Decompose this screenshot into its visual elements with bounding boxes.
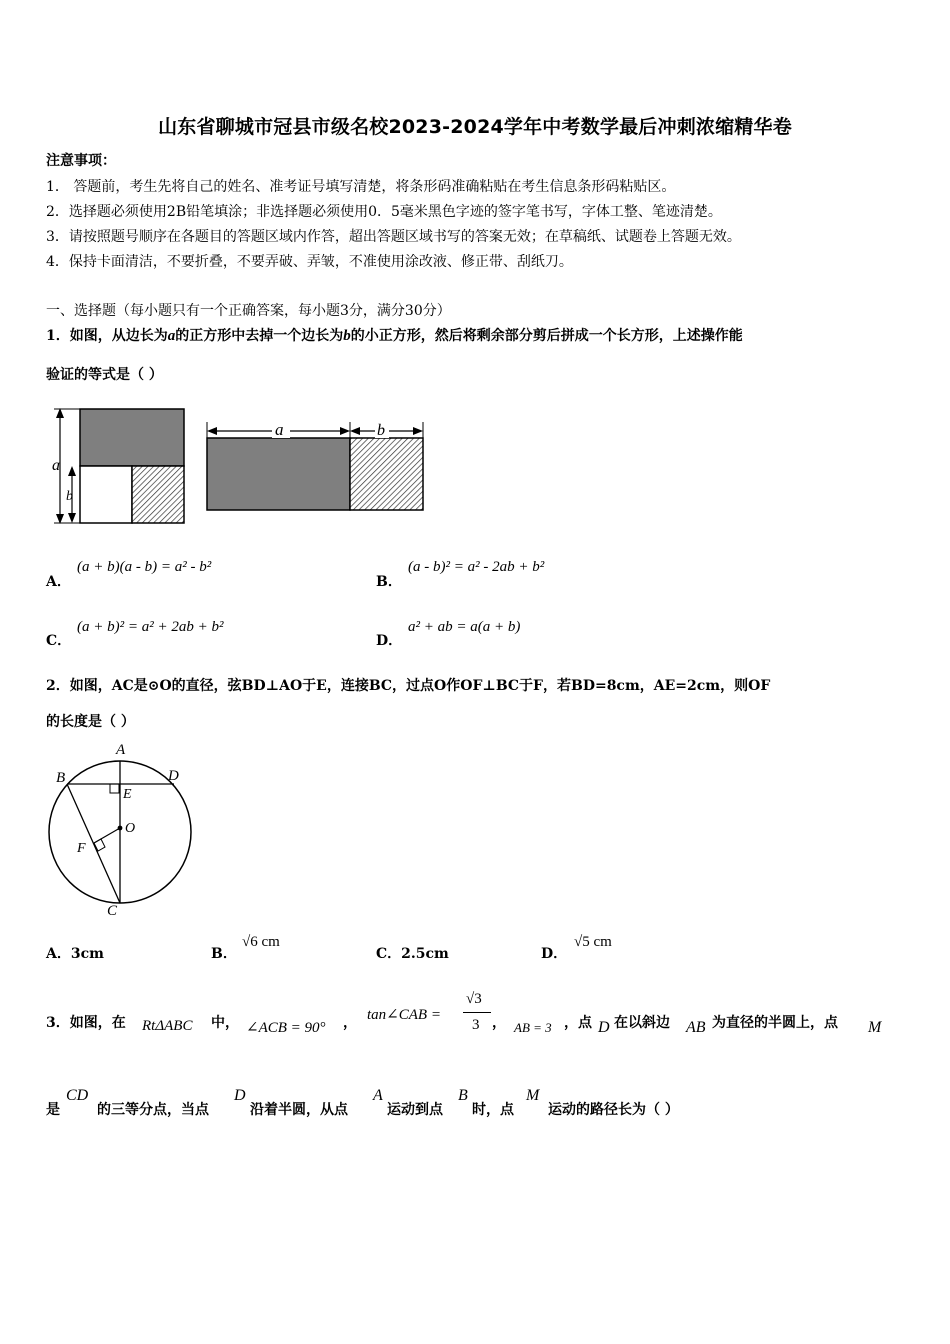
- svg-text:E: E: [123, 787, 132, 802]
- option-label: D．: [541, 946, 568, 962]
- question-2-text: 2．如图，AC是⊙O的直径，弦BD⊥AO于E，连接BC，过点O作OF⊥BC于F，若BD=8cm，AE=2cm，则OF: [46, 678, 771, 694]
- svg-text:F: F: [77, 841, 86, 856]
- q3-text: 为直径的半圆上，点: [712, 1015, 838, 1031]
- svg-text:A: A: [116, 742, 126, 758]
- svg-text:D: D: [168, 768, 179, 784]
- segment-ab: AB: [686, 1019, 706, 1036]
- segment-bc: [67, 784, 120, 903]
- point-b: B: [458, 1087, 468, 1104]
- option-label: C．: [46, 633, 72, 649]
- point-m: M: [526, 1087, 540, 1104]
- square-white-part: [80, 466, 132, 523]
- notice-item: 3．请按照题号顺序在各题目的答题区域内作答，超出答题区域书写的答案无效；在草稿纸、试题卷上答题无效。: [46, 229, 741, 245]
- option-label: B．: [376, 574, 402, 590]
- rectangle-hatched-part: [350, 438, 423, 510]
- svg-text:C: C: [107, 903, 118, 919]
- label-a: a: [275, 420, 284, 439]
- question-2-text-2: 的长度是（ ）: [46, 714, 135, 730]
- q3-text: 是: [46, 1102, 60, 1118]
- angle-acb: ∠ACB = 90°: [246, 1020, 326, 1036]
- option-d-expr: a² + ab = a(a + b): [408, 619, 521, 635]
- notice-heading: 注意事项：: [46, 153, 116, 169]
- question-1-text: 1．如图，从边长为a的正方形中去掉一个边长为b的小正方形，然后将剩余部分剪后拼成一个长方形，上述操作能: [46, 328, 743, 344]
- fraction-bar: [463, 1012, 491, 1013]
- question-3-intro: 3．如图，在: [46, 1015, 126, 1031]
- svg-text:O: O: [125, 821, 136, 836]
- section-heading: 一、选择题（每小题只有一个正确答案，每小题3分，满分30分）: [46, 303, 451, 319]
- q3-text: 中，: [211, 1015, 239, 1031]
- option-c: C．2.5cm: [376, 946, 449, 962]
- q3-text: 运动的路径长为（ ）: [548, 1102, 679, 1118]
- svg-text:B: B: [56, 770, 66, 786]
- q3-text: 在以斜边: [614, 1015, 670, 1031]
- q3-text: 的三等分点，当点: [97, 1102, 209, 1118]
- point-d: D: [234, 1087, 246, 1104]
- q3-text: ，: [492, 1015, 506, 1031]
- tan-numerator: √3: [466, 991, 482, 1007]
- segment-cd: CD: [66, 1087, 89, 1104]
- label-b: b: [66, 489, 73, 504]
- option-label: B．: [211, 946, 237, 962]
- rectangle-dark-part: [207, 438, 350, 510]
- label-b: b: [377, 422, 385, 439]
- option-a-expr: (a + b)(a - b) = a² - b²: [77, 559, 212, 575]
- option-a: A．3cm: [46, 946, 104, 962]
- question-1-text-2: 验证的等式是（ ）: [46, 367, 163, 383]
- tan-denominator: 3: [472, 1017, 480, 1033]
- question-1-figure: [44, 400, 434, 528]
- q3-text: 时，点: [472, 1102, 514, 1118]
- option-c-expr: (a + b)² = a² + 2ab + b²: [77, 619, 224, 635]
- option-label: D．: [376, 633, 403, 649]
- rt-triangle: RtΔABC: [142, 1018, 193, 1034]
- point-d: D: [598, 1019, 610, 1036]
- notice-item: 1． 答题前，考生先将自己的姓名、准考证号填写清楚，将条形码准确粘贴在考生信息条形码粘贴区。: [46, 179, 676, 195]
- question-2-figure: [44, 740, 204, 920]
- page-title: 山东省聊城市冠县市级名校2023-2024学年中考数学最后冲刺浓缩精华卷: [158, 116, 792, 138]
- option-b-text: √6 cm: [242, 934, 280, 950]
- notice-item: 4．保持卡面清洁，不要折叠，不要弄破、弄皱，不准使用涂改液、修正带、刮纸刀。: [46, 254, 573, 270]
- tan-lhs: tan∠CAB =: [367, 1007, 441, 1023]
- q3-text: ，点: [564, 1015, 592, 1031]
- notice-item: 2．选择题必须使用2B铅笔填涂；非选择题必须使用0．5毫米黑色字迹的签字笔书写，字体工整、笔迹清楚。: [46, 204, 722, 220]
- point-a: A: [373, 1087, 383, 1104]
- q3-text: ，: [343, 1015, 357, 1031]
- q3-text: 运动到点: [387, 1102, 443, 1118]
- point-m: M: [868, 1019, 882, 1036]
- option-d-text: √5 cm: [574, 934, 612, 950]
- ab-length: AB = 3: [514, 1020, 552, 1035]
- option-label: A．: [46, 574, 71, 590]
- square-dark-part: [80, 409, 184, 466]
- label-a: a: [52, 457, 60, 474]
- small-square-hatched: [132, 466, 184, 523]
- q3-text: 沿着半圆，从点: [250, 1102, 348, 1118]
- option-b-expr: (a - b)² = a² - 2ab + b²: [408, 559, 545, 575]
